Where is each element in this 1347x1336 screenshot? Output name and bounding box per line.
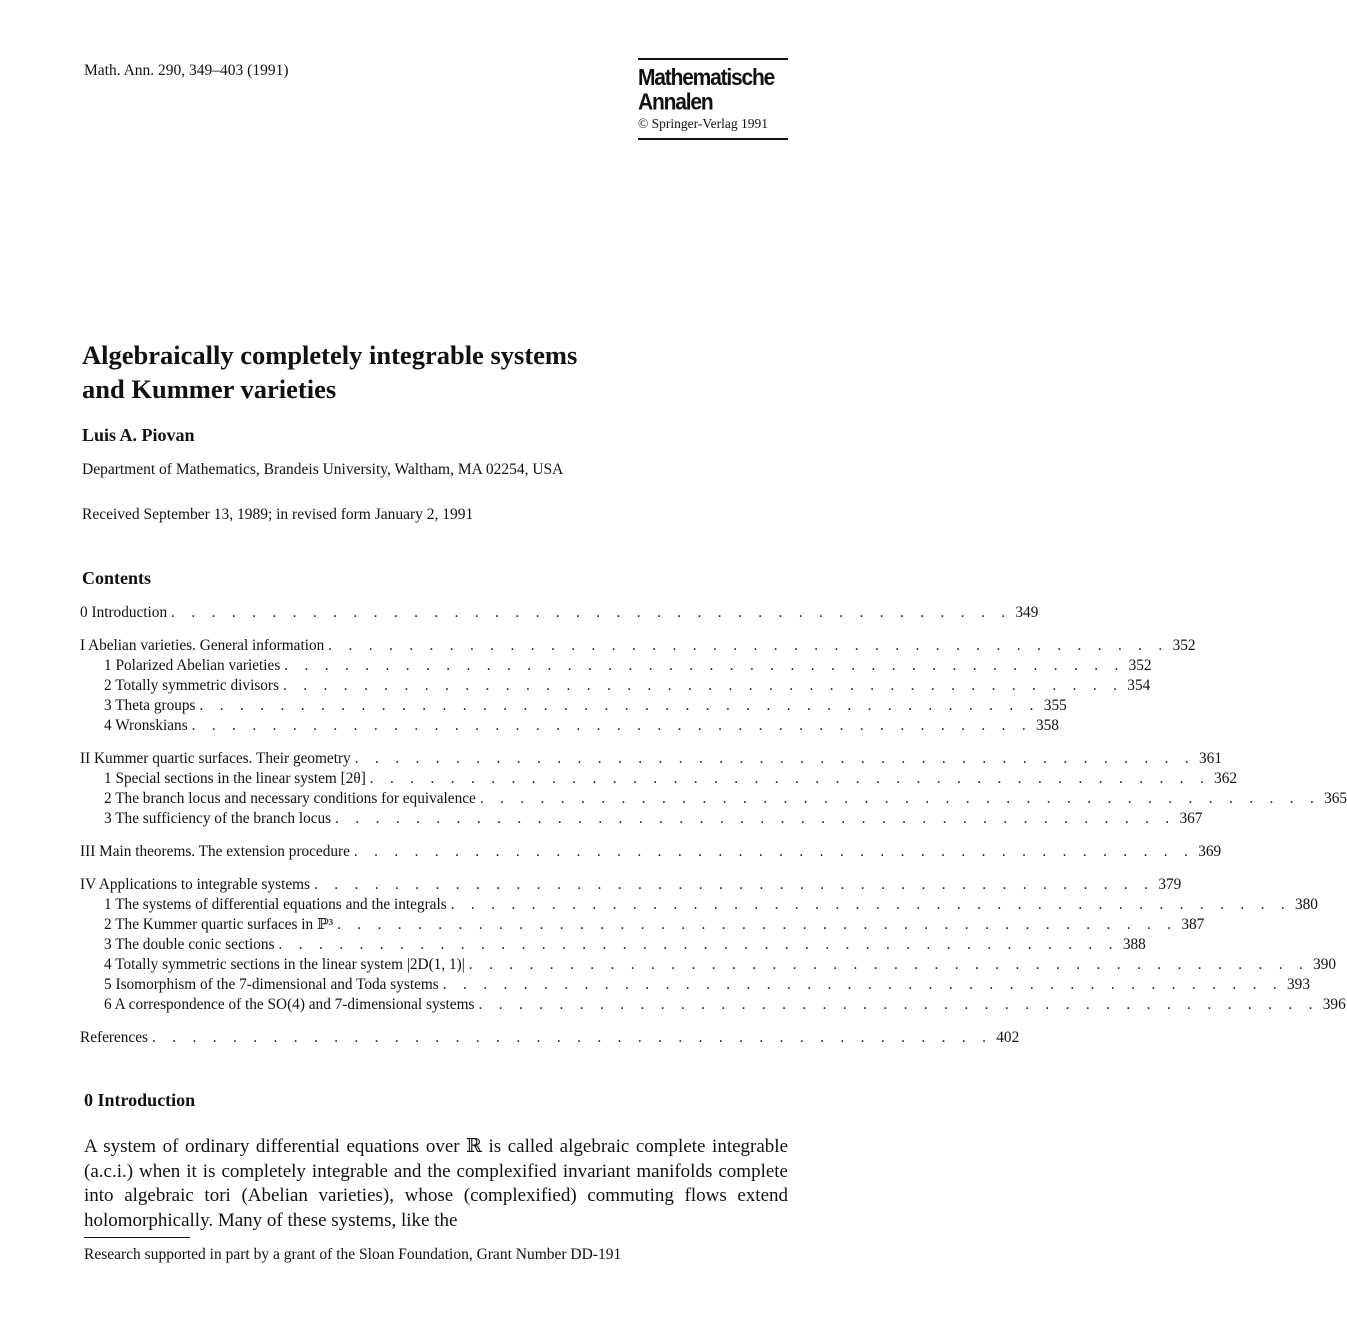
toc-entry-title: II Kummer quartic surfaces. Their geometry	[80, 750, 351, 767]
toc-entry-page: 355	[1043, 697, 1067, 714]
toc-leader-dots: . . . . . . . . . . . . . . . . . . . . . . . . . . . . . . . . . . . . . . . . . .	[354, 750, 1196, 767]
copyright-notice: © Springer-Verlag 1991	[638, 116, 768, 131]
toc-section	[80, 636, 1196, 736]
toc-leader-dots: . . . . . . . . . . . . . . . . . . . . . . . . . . . . . . . . . . . . . . . . . .	[191, 717, 1032, 734]
toc-entry-title: 3 Theta groups	[104, 697, 196, 714]
toc-entry-title: 2 Totally symmetric divisors	[104, 677, 279, 694]
table-of-contents	[80, 603, 1347, 1061]
toc-entry-page: 354	[1127, 677, 1151, 694]
toc-entry-title: IV Applications to integrable systems	[80, 876, 310, 893]
toc-entry	[80, 696, 1067, 716]
toc-entry-page: 362	[1214, 770, 1238, 787]
toc-entry-page: 352	[1172, 637, 1196, 654]
toc-entry	[80, 1028, 1020, 1048]
toc-leader-dots: . . . . . . . . . . . . . . . . . . . . . . . . . . . . . . . . . . . . . . . . . .	[314, 876, 1155, 893]
toc-section	[80, 842, 1222, 862]
journal-logo	[638, 66, 788, 115]
toc-leader-dots: . . . . . . . . . . . . . . . . . . . . . . . . . . . . . . . . . . . . . . . . . .	[282, 677, 1124, 694]
toc-entry-page: 396	[1322, 996, 1346, 1013]
toc-section	[80, 603, 1039, 623]
toc-entry	[80, 842, 1222, 862]
paper-title	[82, 338, 577, 406]
toc-leader-dots: . . . . . . . . . . . . . . . . . . . . . . . . . . . . . . . . . . . . . . . . . .	[337, 916, 1178, 933]
introduction-paragraph: A system of ordinary differential equations over ℝ is called algebraic complete integrable (a.c.i.) when it is completely integrable and the complexified invariant manifolds complete into algebraic tori (Abelian varieties), whose (complexified) commuting flows extend holomorphically. Many of these systems, like the	[84, 1136, 788, 1231]
toc-leader-dots: . . . . . . . . . . . . . . . . . . . . . . . . . . . . . . . . . . . . . . . . . .	[335, 810, 1176, 827]
toc-entry-title: 2 The branch locus and necessary conditions for equivalence	[104, 790, 476, 807]
toc-leader-dots: . . . . . . . . . . . . . . . . . . . . . . . . . . . . . . . . . . . . . . . . . .	[353, 843, 1195, 860]
toc-entry	[80, 749, 1222, 769]
toc-entry	[80, 995, 1346, 1015]
author-name: Luis A. Piovan	[82, 425, 195, 445]
toc-entry-title: III Main theorems. The extension procedure	[80, 843, 350, 860]
toc-entry	[80, 955, 1337, 975]
journal-citation: Math. Ann. 290, 349–403 (1991)	[84, 62, 289, 79]
toc-entry-title: 2 The Kummer quartic surfaces in ℙ³	[104, 916, 334, 933]
toc-entry-title: 3 The double conic sections	[104, 936, 275, 953]
toc-entry	[80, 875, 1182, 895]
toc-entry-title: 1 Polarized Abelian varieties	[104, 657, 281, 674]
toc-entry	[80, 895, 1318, 915]
received-dates: Received September 13, 1989; in revised form January 2, 1991	[82, 506, 474, 523]
toc-entry-page: 369	[1198, 843, 1222, 860]
toc-leader-dots: . . . . . . . . . . . . . . . . . . . . . . . . . . . . . . . . . . . . . . . . . .	[284, 657, 1125, 674]
toc-leader-dots: . . . . . . . . . . . . . . . . . . . . . . . . . . . . . . . . . . . . . . . . . .	[442, 976, 1284, 993]
toc-entry-title: 5 Isomorphism of the 7-dimensional and Toda systems	[104, 976, 439, 993]
journal-top-rule	[638, 58, 788, 60]
author-affiliation: Department of Mathematics, Brandeis University, Waltham, MA 02254, USA	[82, 461, 564, 478]
toc-leader-dots: . . . . . . . . . . . . . . . . . . . . . . . . . . . . . . . . . . . . . . . . . .	[479, 790, 1321, 807]
toc-entry-page: 388	[1122, 936, 1146, 953]
paper-title-line1: Algebraically completely integrable systems	[82, 340, 578, 370]
toc-entry-title: 0 Introduction	[80, 604, 168, 621]
toc-entry	[80, 769, 1238, 789]
toc-leader-dots: . . . . . . . . . . . . . . . . . . . . . . . . . . . . . . . . . . . . . . . . . .	[199, 697, 1040, 714]
toc-entry	[80, 915, 1205, 935]
toc-entry	[80, 789, 1347, 809]
toc-entry	[80, 935, 1146, 955]
toc-entry-page: 393	[1287, 976, 1310, 993]
toc-entry-title: 6 A correspondence of the SO(4) and 7-dimensional systems	[104, 996, 475, 1013]
toc-entry-title: 1 The systems of differential equations and the integrals	[104, 896, 447, 913]
toc-entry-page: 352	[1128, 657, 1152, 674]
toc-entry	[80, 676, 1151, 696]
toc-entry	[80, 809, 1203, 829]
toc-entry-page: 380	[1295, 896, 1318, 913]
toc-section	[80, 749, 1347, 829]
toc-entry-title: I Abelian varieties. General information	[80, 637, 325, 654]
toc-entry	[80, 975, 1310, 995]
toc-entry-title: References	[80, 1029, 148, 1046]
toc-entry-page: 358	[1035, 717, 1059, 734]
footnote-rule	[84, 1237, 190, 1238]
toc-leader-dots: . . . . . . . . . . . . . . . . . . . . . . . . . . . . . . . . . . . . . . . . . .	[468, 956, 1310, 973]
paper-title-line2: and Kummer varieties	[82, 374, 337, 404]
toc-leader-dots: . . . . . . . . . . . . . . . . . . . . . . . . . . . . . . . . . . . . . . . . . .	[278, 936, 1119, 953]
journal-logo-line2: Annalen	[638, 89, 713, 116]
journal-logo-block	[638, 58, 788, 140]
toc-entry-page: 367	[1179, 810, 1203, 827]
toc-entry-page: 390	[1313, 956, 1337, 973]
toc-entry-title: 4 Wronskians	[104, 717, 188, 734]
toc-entry-page: 365	[1324, 790, 1347, 807]
toc-entry-page: 402	[996, 1029, 1020, 1046]
toc-leader-dots: . . . . . . . . . . . . . . . . . . . . . . . . . . . . . . . . . . . . . . . . . .	[151, 1029, 993, 1046]
toc-entry	[80, 603, 1039, 623]
toc-leader-dots: . . . . . . . . . . . . . . . . . . . . . . . . . . . . . . . . . . . . . . . . . .	[369, 770, 1211, 787]
toc-entry-page: 361	[1199, 750, 1222, 767]
toc-entry-title: 3 The sufficiency of the branch locus	[104, 810, 332, 827]
journal-bottom-rule	[638, 138, 788, 140]
toc-entry-page: 379	[1158, 876, 1182, 893]
footnote: Research supported in part by a grant of the Sloan Foundation, Grant Number DD-191	[84, 1246, 622, 1263]
introduction-heading: 0 Introduction	[84, 1090, 196, 1110]
toc-entry	[80, 716, 1059, 736]
toc-entry-page: 349	[1015, 604, 1039, 621]
journal-logo-line1: Mathematische	[638, 64, 775, 91]
toc-leader-dots: . . . . . . . . . . . . . . . . . . . . . . . . . . . . . . . . . . . . . . . . . .	[171, 604, 1012, 621]
toc-entry-page: 387	[1181, 916, 1205, 933]
toc-section	[80, 1028, 1020, 1048]
toc-leader-dots: . . . . . . . . . . . . . . . . . . . . . . . . . . . . . . . . . . . . . . . . . .	[450, 896, 1291, 913]
toc-entry	[80, 636, 1196, 656]
toc-entry-title: 4 Totally symmetric sections in the linear system |2D(1, 1)|	[104, 956, 465, 973]
toc-entry-title: 1 Special sections in the linear system [2θ]	[104, 770, 366, 787]
toc-section	[80, 875, 1346, 1015]
toc-leader-dots: . . . . . . . . . . . . . . . . . . . . . . . . . . . . . . . . . . . . . . . . . .	[478, 996, 1319, 1013]
contents-heading: Contents	[82, 568, 152, 588]
toc-entry	[80, 656, 1152, 676]
toc-leader-dots: . . . . . . . . . . . . . . . . . . . . . . . . . . . . . . . . . . . . . . . . . .	[328, 637, 1169, 654]
